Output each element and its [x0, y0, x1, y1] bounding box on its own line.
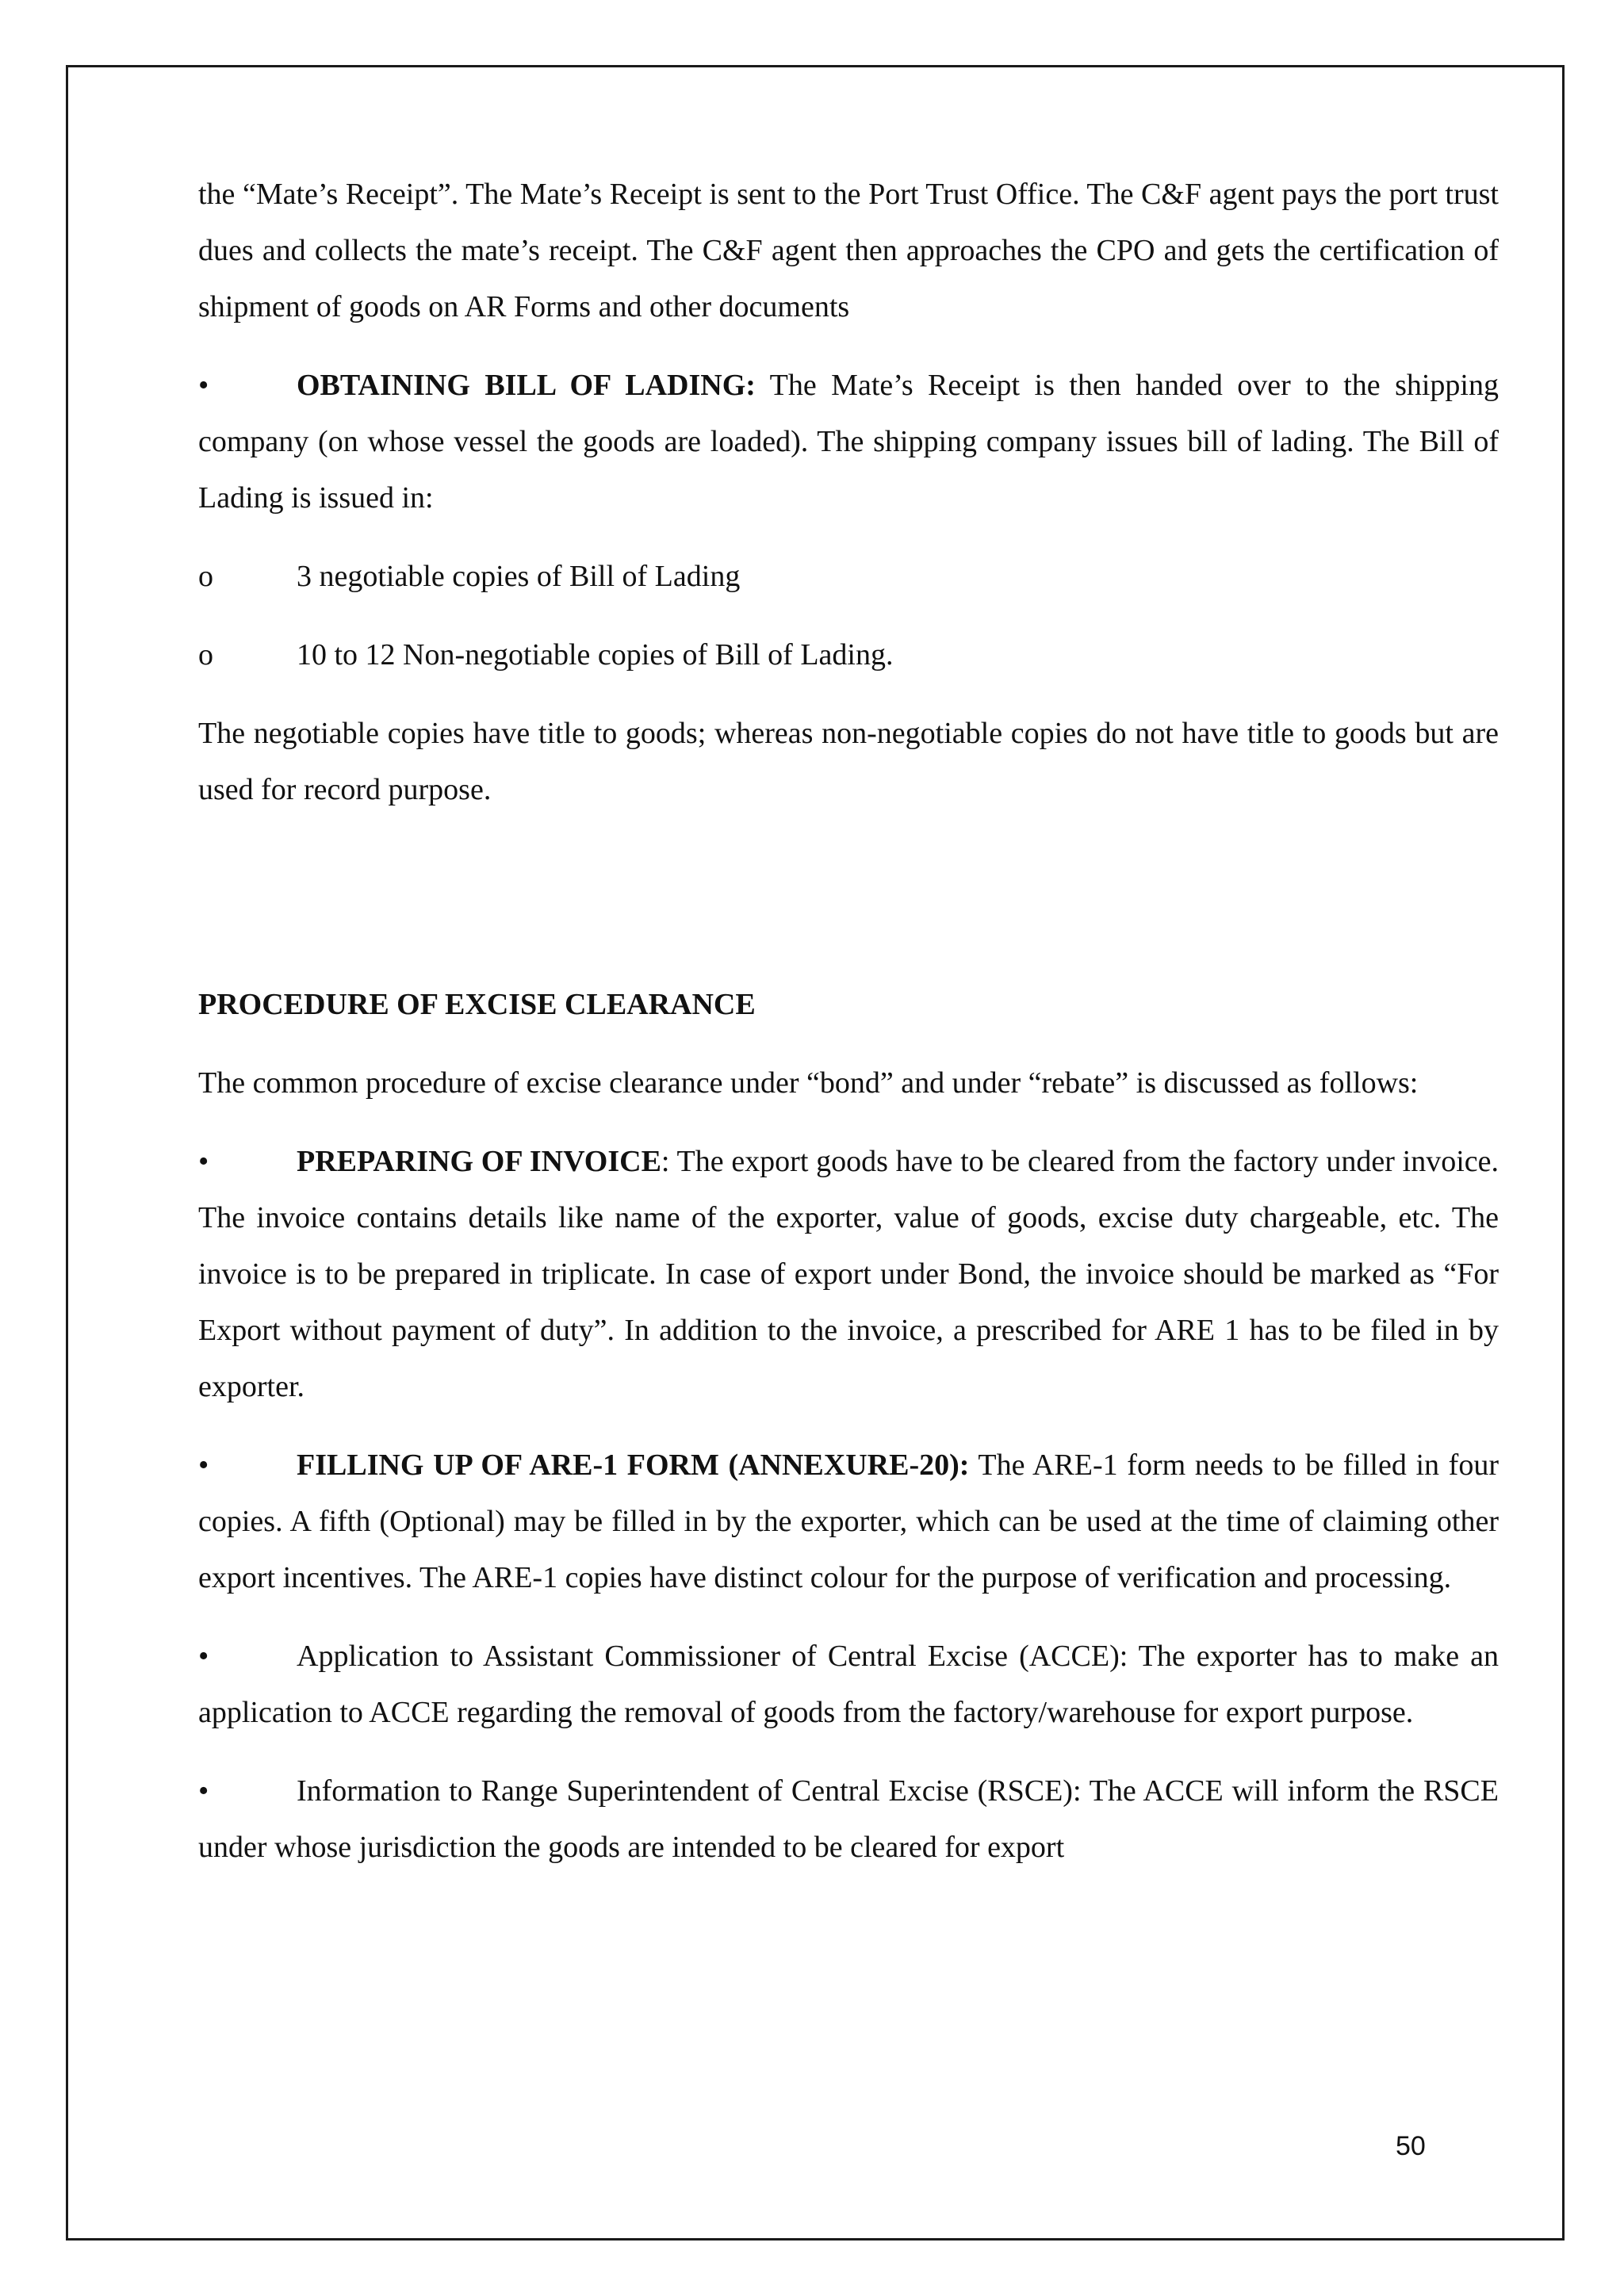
- bill-of-lading-paragraph: [198, 358, 1499, 526]
- invoice-label: PREPARING OF INVOICE: [297, 1145, 661, 1178]
- negotiable-copies-paragraph: The negotiable copies have title to goods; whereas non-negotiable copies do not have title to goods but are used for record purpose.: [198, 717, 1499, 806]
- excise-intro-paragraph: The common procedure of excise clearance under “bond” and under “rebate” is discussed as follows:: [198, 1066, 1419, 1100]
- acce-paragraph: [198, 1628, 1499, 1741]
- sub-list-item: [198, 549, 1499, 605]
- bullet-marker: •: [198, 369, 209, 402]
- are1-label: FILLING UP OF ARE-1 FORM (ANNEXURE-20):: [297, 1448, 970, 1482]
- sub-list-marker: o: [198, 560, 213, 593]
- bill-of-lading-label: OBTAINING BILL OF LADING:: [297, 369, 756, 402]
- document-body: [198, 166, 1499, 1876]
- sub-list-text: 3 negotiable copies of Bill of Lading: [297, 560, 741, 593]
- intro-paragraph: the “Mate’s Receipt”. The Mate’s Receipt is sent to the Port Trust Office. The C&F agent pays the port trust dues and collects the mate’s receipt. The C&F agent then approaches the CPO and gets the certification of shipment of goods on AR Forms and other documents: [198, 178, 1499, 323]
- acce-text: Application to Assistant Commissioner of Central Excise (ACCE): The exporter has to make an application to ACCE regarding the removal of goods from the factory/warehouse for export purpose.: [198, 1640, 1499, 1729]
- invoice-paragraph: [198, 1134, 1499, 1415]
- bill-of-lading-text: The Mate’s Receipt is then handed over to the shipping company (on whose vessel the goods are loaded). The shipping company issues bill of lading. The Bill of Lading is issued in:: [198, 369, 1499, 515]
- page-number: 50: [1396, 2131, 1426, 2161]
- section-heading: PROCEDURE OF EXCISE CLEARANCE: [198, 988, 756, 1021]
- sub-list-marker: o: [198, 638, 213, 672]
- are1-text: The ARE-1 form needs to be filled in four copies. A fifth (Optional) may be filled in by the exporter, which can be used at the time of claiming other export incentives. The ARE-1 copies have distinct colour for the purpose of verification and processing.: [198, 1448, 1499, 1594]
- rsce-paragraph: [198, 1763, 1499, 1876]
- sub-list-item: [198, 627, 1499, 683]
- invoice-text: : The export goods have to be cleared from the factory under invoice. The invoice contains details like name of the exporter, value of goods, excise duty chargeable, etc. The invoice is to be prepared in triplicate. In case of export under Bond, the invoice should be marked as “For Export without payment of duty”. In addition to the invoice, a prescribed for ARE 1 has to be filed in by exporter.: [198, 1145, 1499, 1403]
- bullet-marker: •: [198, 1145, 209, 1178]
- rsce-text: Information to Range Superintendent of Central Excise (RSCE): The ACCE will inform the RSCE under whose jurisdiction the goods are intended to be cleared for export: [198, 1774, 1499, 1864]
- sub-list-text: 10 to 12 Non-negotiable copies of Bill of Lading.: [297, 638, 894, 672]
- bullet-marker: •: [198, 1774, 209, 1808]
- bullet-marker: •: [198, 1640, 209, 1673]
- bullet-marker: •: [198, 1448, 209, 1482]
- are1-paragraph: [198, 1437, 1499, 1606]
